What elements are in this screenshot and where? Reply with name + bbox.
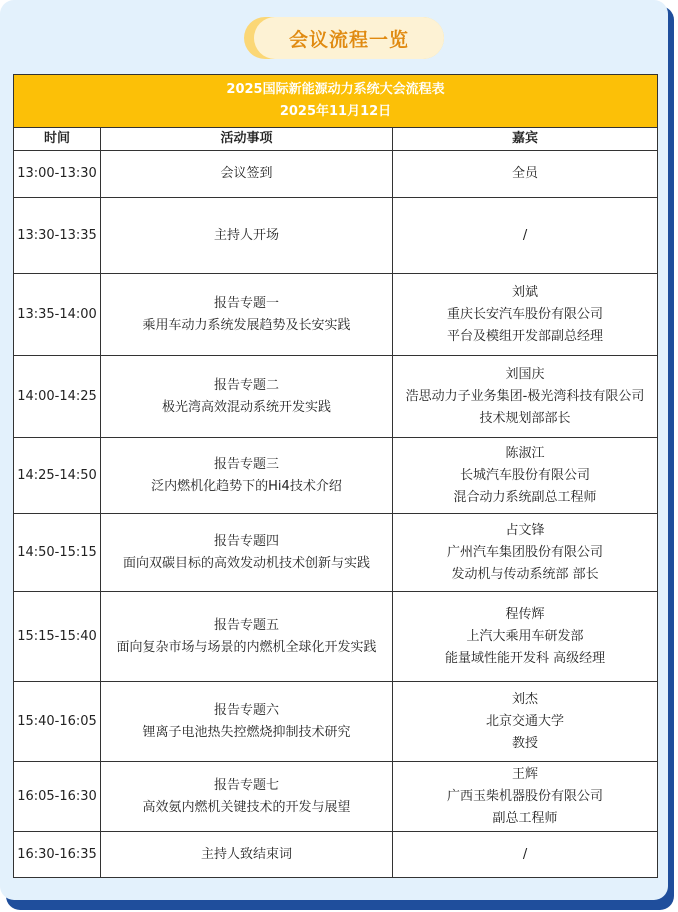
guest-cell bbox=[393, 151, 658, 198]
guest-name: 占文锋 bbox=[505, 522, 545, 538]
guest-organization: 北京交通大学 bbox=[486, 713, 565, 729]
activity-topic: 极光湾高效混动系统开发实践 bbox=[161, 399, 331, 415]
activity-cell bbox=[101, 832, 393, 878]
activity-title: 主持人开场 bbox=[213, 227, 279, 243]
activity-title: 报告专题三 bbox=[213, 456, 279, 472]
activity-topic: 泛内燃机化趋势下的Hi4技术介绍 bbox=[151, 478, 342, 494]
activity-title: 报告专题四 bbox=[213, 533, 279, 549]
guest-cell bbox=[393, 274, 658, 356]
guest-organization: 上汽大乘用车研发部 bbox=[466, 628, 584, 644]
table-row bbox=[14, 592, 658, 682]
table-row bbox=[14, 356, 658, 438]
guest-name: / bbox=[522, 227, 528, 243]
activity-title: 报告专题一 bbox=[213, 295, 279, 311]
activity-cell bbox=[101, 198, 393, 274]
guest-cell bbox=[393, 356, 658, 438]
table-title: 2025国际新能源动力系统大会流程表 bbox=[226, 82, 445, 97]
table-row bbox=[14, 198, 658, 274]
guest-position: 发动机与传动系统部 部长 bbox=[451, 566, 599, 582]
activity-title: 报告专题二 bbox=[213, 377, 279, 393]
time-cell: 16:05-16:30 bbox=[14, 762, 101, 832]
time-cell: 14:25-14:50 bbox=[14, 438, 101, 514]
guest-cell bbox=[393, 514, 658, 592]
table-body bbox=[14, 151, 658, 878]
activity-title: 报告专题七 bbox=[213, 777, 279, 793]
activity-cell bbox=[101, 592, 393, 682]
guest-position: 能量域性能开发科 高级经理 bbox=[444, 650, 606, 666]
table-date: 2025年11月12日 bbox=[279, 104, 392, 119]
time-cell: 13:30-13:35 bbox=[14, 198, 101, 274]
guest-organization: 浩思动力子业务集团-极光湾科技有限公司 bbox=[405, 388, 645, 404]
activity-topic: 高效氨内燃机关键技术的开发与展望 bbox=[142, 799, 351, 815]
time-cell: 14:00-14:25 bbox=[14, 356, 101, 438]
activity-title: 报告专题六 bbox=[213, 702, 279, 718]
activity-title: 主持人致结束词 bbox=[200, 846, 292, 862]
guest-name: 陈淑江 bbox=[505, 445, 545, 461]
guest-cell bbox=[393, 682, 658, 762]
guest-cell bbox=[393, 438, 658, 514]
activity-cell bbox=[101, 274, 393, 356]
guest-organization: 广西玉柴机器股份有限公司 bbox=[447, 788, 604, 804]
activity-topic: 面向双碳目标的高效发动机技术创新与实践 bbox=[122, 555, 370, 571]
title-pill bbox=[244, 17, 444, 59]
table-row bbox=[14, 514, 658, 592]
table-row bbox=[14, 682, 658, 762]
activity-cell bbox=[101, 151, 393, 198]
guest-position: 技术规划部部长 bbox=[479, 410, 571, 426]
guest-organization: 重庆长安汽车股份有限公司 bbox=[447, 306, 604, 322]
guest-name: 刘国庆 bbox=[505, 366, 545, 382]
guest-position: 平台及模组开发部副总经理 bbox=[447, 328, 604, 344]
activity-topic: 乘用车动力系统发展趋势及长安实践 bbox=[142, 317, 351, 333]
table-row bbox=[14, 274, 658, 356]
guest-position: 教授 bbox=[512, 735, 539, 751]
table-row bbox=[14, 438, 658, 514]
time-cell: 15:40-16:05 bbox=[14, 682, 101, 762]
activity-cell bbox=[101, 438, 393, 514]
schedule-table bbox=[13, 74, 658, 878]
guest-cell bbox=[393, 198, 658, 274]
guest-name: 程传辉 bbox=[505, 606, 545, 622]
activity-topic: 锂离子电池热失控燃烧抑制技术研究 bbox=[142, 724, 351, 740]
guest-cell bbox=[393, 832, 658, 878]
time-cell: 15:15-15:40 bbox=[14, 592, 101, 682]
table-row bbox=[14, 762, 658, 832]
time-cell: 13:35-14:00 bbox=[14, 274, 101, 356]
activity-title: 报告专题五 bbox=[213, 617, 279, 633]
guest-name: 刘斌 bbox=[512, 284, 539, 300]
guest-organization: 广州汽车集团股份有限公司 bbox=[447, 544, 604, 560]
page-title: 会议流程一览 bbox=[254, 17, 444, 59]
guest-cell bbox=[393, 592, 658, 682]
header-time: 时间 bbox=[14, 128, 101, 151]
time-cell: 13:00-13:30 bbox=[14, 151, 101, 198]
activity-cell bbox=[101, 356, 393, 438]
activity-title: 会议签到 bbox=[220, 166, 273, 181]
table-row bbox=[14, 832, 658, 878]
guest-position: 副总工程师 bbox=[492, 810, 558, 826]
header-activity: 活动事项 bbox=[101, 128, 393, 151]
guest-name: / bbox=[522, 846, 528, 862]
activity-cell bbox=[101, 682, 393, 762]
guest-name: 全员 bbox=[512, 166, 539, 181]
guest-cell bbox=[393, 762, 658, 832]
time-cell: 14:50-15:15 bbox=[14, 514, 101, 592]
activity-cell bbox=[101, 762, 393, 832]
header-guest: 嘉宾 bbox=[393, 128, 658, 151]
activity-topic: 面向复杂市场与场景的内燃机全球化开发实践 bbox=[116, 639, 377, 655]
guest-organization: 长城汽车股份有限公司 bbox=[460, 467, 591, 483]
guest-position: 混合动力系统副总工程师 bbox=[453, 489, 597, 505]
table-banner bbox=[14, 75, 658, 128]
table-row bbox=[14, 151, 658, 198]
time-cell: 16:30-16:35 bbox=[14, 832, 101, 878]
guest-name: 王辉 bbox=[512, 766, 539, 782]
guest-name: 刘杰 bbox=[512, 691, 539, 707]
activity-cell bbox=[101, 514, 393, 592]
